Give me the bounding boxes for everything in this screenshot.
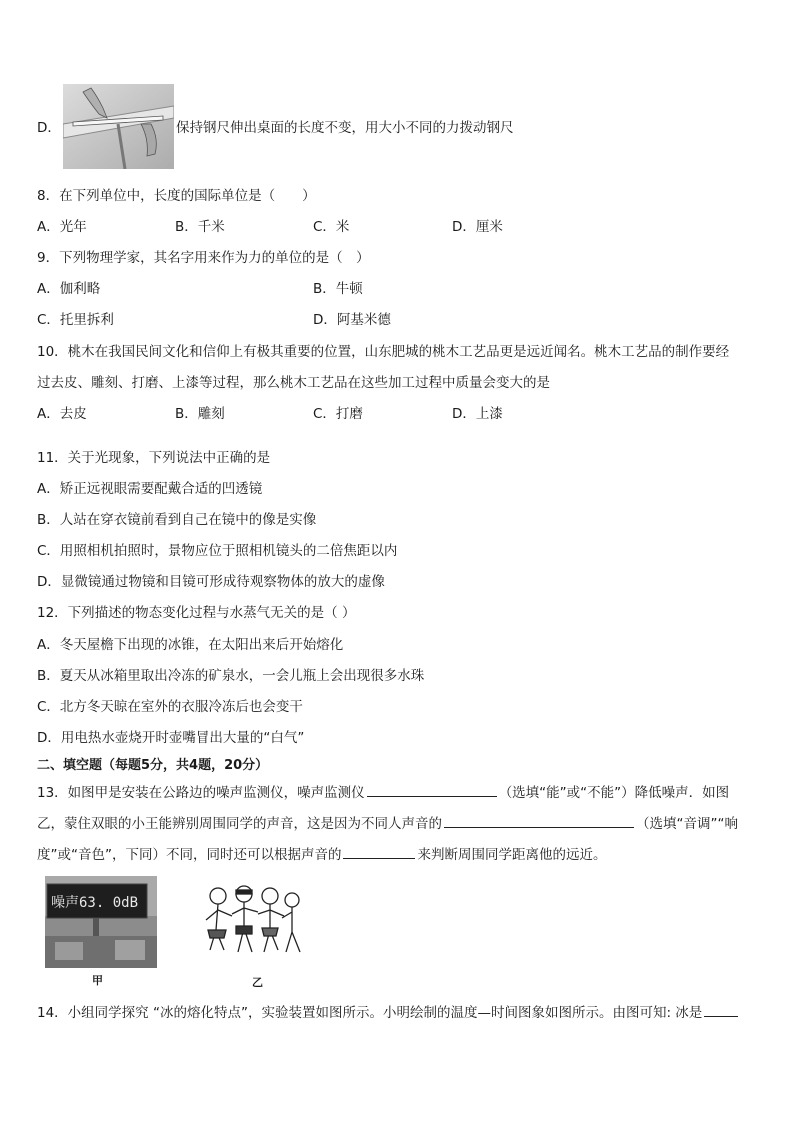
q11-option-d: D．显微镜通过物镜和目镜可形成待观察物体的放大的虚像 — [37, 574, 385, 590]
q13-text-1a: 13．如图甲是安装在公路边的噪声监测仪，噪声监测仪 — [37, 785, 365, 801]
q13-line3 — [37, 844, 606, 865]
q14-stem — [37, 1002, 740, 1023]
q10-stem-line2: 过去皮、雕刻、打磨、上漆等过程，那么桃木工艺品在这些加工过程中质量会变大的是 — [37, 375, 550, 391]
q12-stem: 12．下列描述的物态变化过程与水蒸气无关的是（ ） — [37, 605, 356, 621]
q9-option-b: B．牛顿 — [313, 281, 363, 297]
q11-option-b: B．人站在穿衣镜前看到自己在镜中的像是实像 — [37, 512, 317, 528]
children-playing-image — [196, 880, 306, 970]
q13-blank-2[interactable] — [444, 813, 634, 828]
q12-option-d: D．用电热水壶烧开时壶嘴冒出大量的“白气” — [37, 730, 305, 746]
figure-caption-a: 甲 — [92, 974, 103, 987]
q13-blank-1[interactable] — [367, 782, 497, 797]
q13-text-3a: 度”或“音色”，下同）不同，同时还可以根据声音的 — [37, 847, 342, 863]
q11-option-c: C．用照相机拍照时，景物应位于照相机镜头的二倍焦距以内 — [37, 543, 398, 559]
section-title: 二、填空题（每题5分，共4题，20分） — [37, 758, 269, 773]
figure-caption-b: 乙 — [252, 976, 263, 989]
q8-option-c: C．米 — [313, 219, 350, 235]
q10-option-c: C．打磨 — [313, 406, 363, 422]
q13-line2 — [37, 813, 738, 834]
q14-blank-1[interactable] — [704, 1002, 738, 1017]
q13-text-2b: （选填“音调”“响 — [636, 816, 738, 832]
noise-monitor-image — [45, 876, 157, 968]
ruler-on-desk-image — [63, 84, 174, 169]
noise-display-text: 噪声63. 0dB — [51, 895, 139, 911]
q12-option-b: B．夏天从冰箱里取出冷冻的矿泉水，一会儿瓶上会出现很多水珠 — [37, 668, 425, 684]
q7-option-d-text: 保持钢尺伸出桌面的长度不变，用大小不同的力拨动钢尺 — [176, 120, 514, 136]
q8-option-a: A．光年 — [37, 219, 87, 235]
q12-option-a: A．冬天屋檐下出现的冰锥，在太阳出来后开始熔化 — [37, 637, 344, 653]
q10-option-a: A．去皮 — [37, 406, 87, 422]
q13-text-2a: 乙，蒙住双眼的小王能辨别周围同学的声音，这是因为不同人声音的 — [37, 816, 442, 832]
q10-stem-line1: 10．桃木在我国民间文化和信仰上有极其重要的位置，山东肥城的桃木工艺品更是远近闻名。桃木工艺品的制作要经 — [37, 344, 730, 360]
q13-line1 — [37, 782, 729, 803]
q14-text: 14．小组同学探究 “冰的熔化特点”，实验装置如图所示。小明绘制的温度—时间图象如图所示。由图可知: 冰是 — [37, 1005, 703, 1021]
q9-option-c: C．托里拆利 — [37, 312, 114, 328]
q9-option-d: D．阿基米德 — [313, 312, 391, 328]
q8-option-b: B．千米 — [175, 219, 225, 235]
q9-option-a: A．伽利略 — [37, 281, 101, 297]
q13-text-3b: 来判断周围同学距离他的远近。 — [417, 847, 607, 863]
q13-blank-3[interactable] — [343, 844, 415, 859]
q7-option-d-letter: D． — [37, 120, 61, 136]
q11-stem: 11．关于光现象，下列说法中正确的是 — [37, 450, 271, 466]
q9-stem: 9．下列物理学家，其名字用来作为力的单位的是（ ） — [37, 250, 370, 266]
q10-option-b: B．雕刻 — [175, 406, 225, 422]
q13-text-1b: （选填“能”或“不能”）降低噪声．如图 — [498, 785, 730, 801]
q12-option-c: C．北方冬天晾在室外的衣服冷冻后也会变干 — [37, 699, 303, 715]
q8-option-d: D．厘米 — [452, 219, 503, 235]
q10-option-d: D．上漆 — [452, 406, 503, 422]
q8-stem: 8．在下列单位中，长度的国际单位是（ ） — [37, 188, 316, 204]
q11-option-a: A．矫正远视眼需要配戴合适的凹透镜 — [37, 481, 263, 497]
